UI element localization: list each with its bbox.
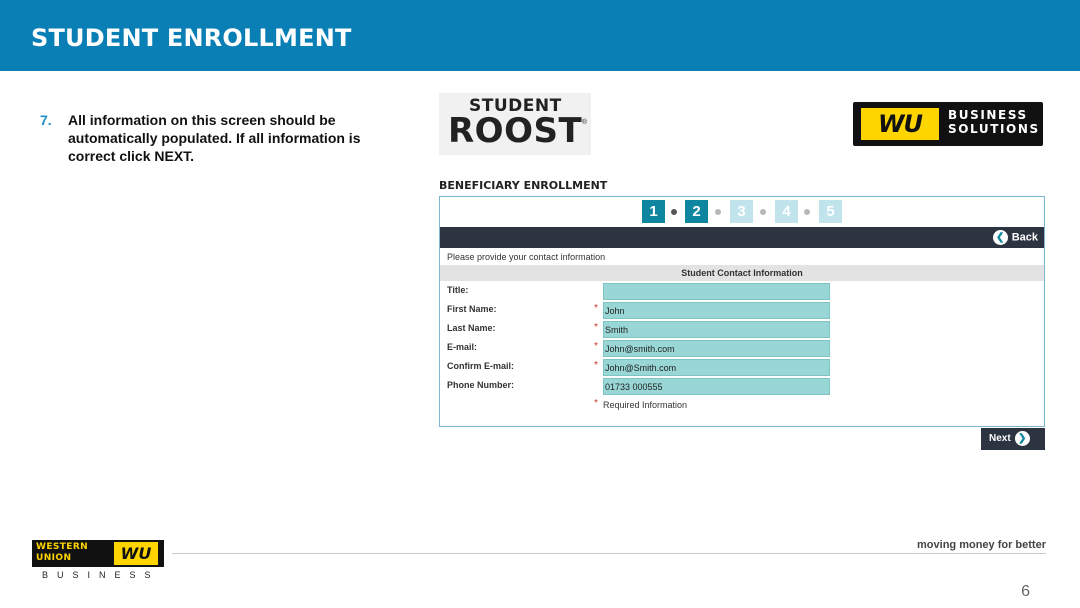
phone-label: Phone Number: [447, 380, 515, 390]
tagline: moving money for better [917, 539, 1046, 551]
last-name-field[interactable] [603, 321, 830, 338]
email-field[interactable] [603, 340, 830, 357]
step-4: 4 [775, 200, 798, 223]
wu-business-solutions-logo [853, 102, 1043, 146]
nav-bar [440, 227, 1044, 248]
confirm-email-field[interactable] [603, 359, 830, 376]
enrollment-title: BENEFICIARY ENROLLMENT [439, 179, 608, 192]
roost-logo-reg: ® [581, 119, 587, 126]
step-dot [671, 209, 677, 215]
first-name-label: First Name: [447, 304, 497, 314]
section-title: Student Contact Information [681, 268, 803, 278]
step-dot [715, 209, 721, 215]
wu-footer-line1: WESTERN [36, 542, 89, 552]
next-label: Next [989, 433, 1011, 444]
footer-divider [172, 553, 1046, 554]
section-header [440, 265, 1044, 281]
title-field[interactable] [603, 283, 830, 300]
roost-logo-line2: ROOST [448, 111, 583, 151]
title-banner [0, 0, 1080, 71]
wu-footer-line2: UNION [36, 553, 72, 563]
phone-field[interactable] [603, 378, 830, 395]
step-2: 2 [685, 200, 708, 223]
required-marker: * [594, 341, 598, 352]
chevron-right-circle-icon: ❯ [1015, 431, 1030, 446]
slide-title: STUDENT ENROLLMENT [31, 24, 352, 52]
required-marker: * [594, 398, 598, 409]
wu-footer-mark: WU [114, 542, 158, 565]
wu-mark: WU [861, 108, 939, 140]
step-3: 3 [730, 200, 753, 223]
required-marker: * [594, 360, 598, 371]
contact-prompt: Please provide your contact information [447, 252, 606, 262]
confirm-email-label: Confirm E-mail: [447, 361, 515, 371]
step-1: 1 [642, 200, 665, 223]
back-label: Back [1011, 231, 1038, 244]
last-name-label: Last Name: [447, 323, 496, 333]
required-marker: * [594, 322, 598, 333]
next-button[interactable] [981, 428, 1045, 450]
step-5: 5 [819, 200, 842, 223]
email-label: E-mail: [447, 342, 478, 352]
step-dot [760, 209, 766, 215]
required-marker: * [594, 303, 598, 314]
western-union-logo [32, 540, 164, 567]
back-button[interactable] [993, 230, 1038, 245]
wu-business-text [948, 108, 1040, 136]
first-name-field[interactable] [603, 302, 830, 319]
wu-business-line1: BUSINESS [948, 108, 1028, 122]
instruction-text: All information on this screen should be automatically populated. If all information is correct click NEXT. [68, 112, 361, 164]
business-wordmark: BUSINESS [42, 570, 160, 580]
step-dot [804, 209, 810, 215]
student-roost-logo [439, 93, 591, 155]
instruction-number: 7. [40, 112, 52, 128]
page-number: 6 [1021, 583, 1030, 600]
roost-logo-line1: STUDENT [469, 96, 562, 116]
chevron-left-circle-icon: ❮ [993, 230, 1008, 245]
wu-footer-text [36, 542, 88, 564]
title-label: Title: [447, 285, 469, 295]
wu-business-line2: SOLUTIONS [948, 122, 1040, 136]
required-note: Required Information [603, 400, 688, 410]
